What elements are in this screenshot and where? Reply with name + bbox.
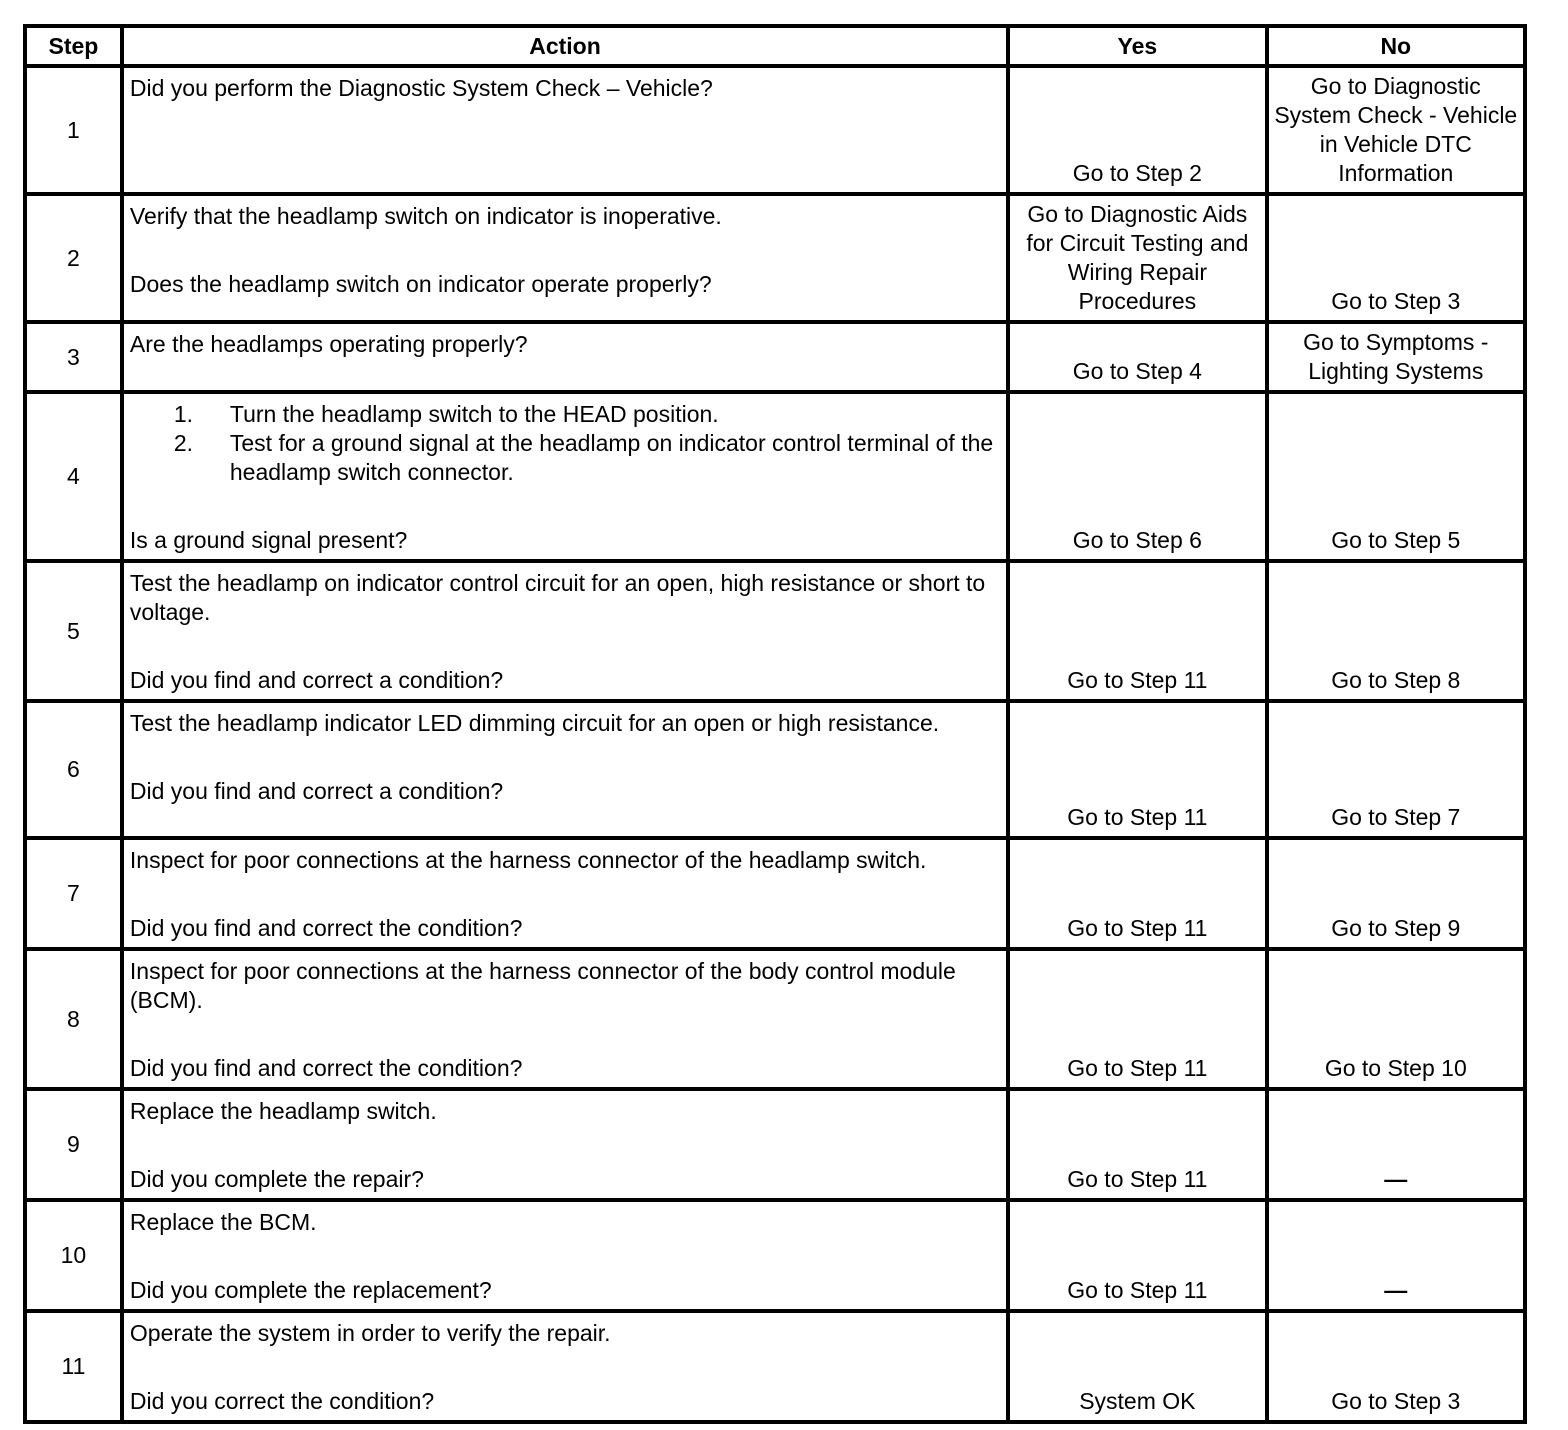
table-row <box>25 949 1525 1089</box>
action-question: Did you find and correct the condition? <box>129 1055 523 1081</box>
yes-result: Go to Step 4 <box>1008 322 1266 392</box>
action-question: Did you find and correct a condition? <box>129 667 504 693</box>
step-number: 3 <box>25 322 122 392</box>
list-item-text: Test for a ground signal at the headlamp on indicator control terminal of the headlamp switch connector. <box>229 430 994 485</box>
yes-result: Go to Step 11 <box>1008 1089 1266 1200</box>
table-row <box>25 66 1525 194</box>
table-row <box>25 561 1525 701</box>
action-cell <box>122 949 1008 1089</box>
action-cell <box>122 392 1008 561</box>
action-question: Does the headlamp switch on indicator operate properly? <box>129 271 712 297</box>
action-cell <box>122 1200 1008 1311</box>
table-row <box>25 194 1525 322</box>
action-cell <box>122 1311 1008 1422</box>
action-cell <box>122 1089 1008 1200</box>
action-cell <box>122 561 1008 701</box>
step-number: 5 <box>25 561 122 701</box>
table-row <box>25 392 1525 561</box>
no-result: Go to Diagnostic System Check - Vehicle in Vehicle DTC Information <box>1267 66 1525 194</box>
step-number: 2 <box>25 194 122 322</box>
table-row <box>25 322 1525 392</box>
action-cell <box>122 838 1008 949</box>
action-instruction: Verify that the headlamp switch on indicator is inoperative. <box>129 203 722 229</box>
header-yes: Yes <box>1008 26 1266 66</box>
header-action: Action <box>122 26 1008 66</box>
action-instruction: Replace the headlamp switch. <box>129 1098 437 1124</box>
action-cell <box>122 66 1008 194</box>
action-instruction: Inspect for poor connections at the harness connector of the headlamp switch. <box>129 847 927 873</box>
action-cell <box>122 194 1008 322</box>
step-number: 8 <box>25 949 122 1089</box>
no-result: Go to Step 3 <box>1267 194 1525 322</box>
yes-result: System OK <box>1008 1311 1266 1422</box>
table-row <box>25 1311 1525 1422</box>
action-question: Did you complete the replacement? <box>129 1277 492 1303</box>
step-number: 9 <box>25 1089 122 1200</box>
no-result: Go to Step 3 <box>1267 1311 1525 1422</box>
yes-result: Go to Step 11 <box>1008 838 1266 949</box>
action-instruction: Inspect for poor connections at the harness connector of the body control module (BCM). <box>129 958 956 1013</box>
no-result: Go to Step 8 <box>1267 561 1525 701</box>
list-item-number: 2. <box>173 430 194 456</box>
action-step-list <box>130 400 1000 487</box>
no-result: — <box>1267 1089 1525 1200</box>
yes-result: Go to Step 11 <box>1008 1200 1266 1311</box>
list-item-number: 1. <box>173 401 194 427</box>
action-instruction: Operate the system in order to verify the repair. <box>129 1320 611 1346</box>
no-result: — <box>1267 1200 1525 1311</box>
action-cell <box>122 322 1008 392</box>
step-number: 11 <box>25 1311 122 1422</box>
table-row <box>25 838 1525 949</box>
action-question: Is a ground signal present? <box>129 527 408 553</box>
table-row <box>25 1200 1525 1311</box>
action-question: Did you find and correct the condition? <box>129 915 523 941</box>
header-row <box>25 26 1525 66</box>
step-number: 1 <box>25 66 122 194</box>
step-number: 10 <box>25 1200 122 1311</box>
no-result: Go to Symptoms - Lighting Systems <box>1267 322 1525 392</box>
action-instruction: Replace the BCM. <box>129 1209 317 1235</box>
yes-result: Go to Diagnostic Aids for Circuit Testing and Wiring Repair Procedures <box>1008 194 1266 322</box>
header-no: No <box>1267 26 1525 66</box>
action-instruction: Test the headlamp on indicator control circuit for an open, high resistance or short to voltage. <box>129 570 986 625</box>
step-number: 7 <box>25 838 122 949</box>
action-question: Did you perform the Diagnostic System Check – Vehicle? <box>129 75 713 101</box>
action-question: Did you find and correct a condition? <box>129 778 504 804</box>
yes-result: Go to Step 2 <box>1008 66 1266 194</box>
list-item <box>130 429 1000 487</box>
yes-result: Go to Step 11 <box>1008 561 1266 701</box>
action-question: Are the headlamps operating properly? <box>129 331 528 357</box>
list-item-text: Turn the headlamp switch to the HEAD position. <box>229 401 719 427</box>
yes-result: Go to Step 11 <box>1008 701 1266 838</box>
action-cell <box>122 701 1008 838</box>
table-row <box>25 1089 1525 1200</box>
list-item <box>130 400 1000 429</box>
action-question: Did you complete the repair? <box>129 1166 424 1192</box>
no-result: Go to Step 7 <box>1267 701 1525 838</box>
action-instruction: Test the headlamp indicator LED dimming circuit for an open or high resistance. <box>129 710 940 736</box>
step-number: 6 <box>25 701 122 838</box>
yes-result: Go to Step 6 <box>1008 392 1266 561</box>
step-number: 4 <box>25 392 122 561</box>
header-step: Step <box>25 26 122 66</box>
no-result: Go to Step 5 <box>1267 392 1525 561</box>
no-result: Go to Step 9 <box>1267 838 1525 949</box>
action-question: Did you correct the condition? <box>129 1388 435 1414</box>
diagnostic-table <box>23 24 1527 1424</box>
table-row <box>25 701 1525 838</box>
yes-result: Go to Step 11 <box>1008 949 1266 1089</box>
no-result: Go to Step 10 <box>1267 949 1525 1089</box>
